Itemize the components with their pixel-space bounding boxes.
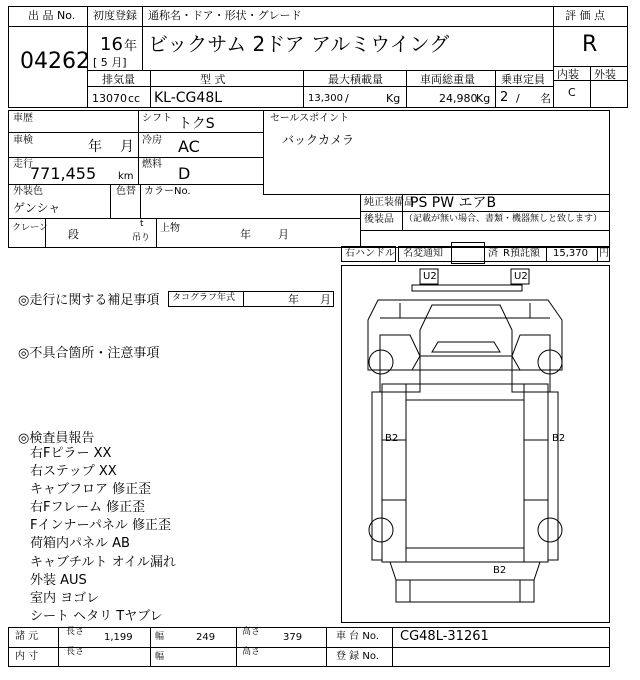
tachograph-month: 月	[320, 293, 331, 306]
gross-weight-label: 車両総重量	[420, 73, 475, 86]
crane-label: クレーン	[12, 223, 48, 233]
kg-unit-1: Kg	[386, 92, 401, 105]
ext-color-value: ゲンシャ	[13, 201, 61, 215]
damage-mark: B2	[385, 433, 399, 444]
sales-point-value: バックカメラ	[282, 133, 355, 147]
fuel-value: D	[178, 164, 191, 183]
defects-title: ◎不具合箇所・注意事項	[18, 346, 160, 361]
max-load-label: 最大積載量	[328, 73, 383, 86]
mileage-change-label: 名変通知	[403, 248, 443, 259]
inspector-item: 右Fフレーム 修正歪	[30, 500, 146, 515]
dims-label: 諸 元	[15, 631, 39, 642]
shift-label: シフト	[142, 113, 172, 124]
reg-no-label: 登 録 No.	[336, 651, 379, 662]
max-load-value: 13,300	[308, 93, 343, 104]
capacity-label: 乗車定員	[501, 73, 545, 86]
upper-year-unit: 年	[240, 228, 251, 241]
length-label: 長さ	[66, 627, 85, 637]
recycle-fee-unit: 円	[599, 248, 609, 259]
reg-year: 16	[100, 34, 123, 55]
inspector-item: Fインナーパネル 修正歪	[30, 518, 171, 533]
inspection-month: 月	[120, 139, 134, 155]
driving-notes-title: ◎走行に関する補足事項	[18, 293, 160, 308]
interior-label: 内装	[557, 68, 579, 81]
cc-unit: cc	[128, 92, 141, 105]
height-label: 高さ	[242, 627, 261, 637]
reg-month: [ 5 月]	[93, 56, 127, 69]
chassis-label: 車 台 No.	[336, 631, 379, 642]
gross-weight-value: 24,980	[439, 92, 478, 105]
inspector-item: キャブフロア 修正歪	[30, 482, 152, 497]
ac-label: 冷房	[142, 135, 162, 146]
damage-mark: B2	[552, 433, 566, 444]
tachograph-year: 年	[288, 293, 299, 306]
equipment-value: PS PW エアB	[410, 195, 497, 211]
recycle-fee-value: 15,370	[553, 248, 588, 259]
steering-value: 右ハンドル	[345, 248, 395, 259]
aftermarket-note: （記載が無い場合、書類・機器無しと致します）	[404, 214, 603, 224]
inner-height-label: 高さ	[242, 647, 261, 657]
interior-grade: C	[568, 86, 576, 99]
inspector-item: シート ヘタリ Tヤブレ	[30, 609, 163, 624]
max-load-sep: /	[345, 92, 349, 105]
ext-color-label: 外装色	[13, 186, 43, 197]
car-name: ビックサム 2ドア アルミウイング	[148, 32, 450, 56]
inspection-year: 年	[88, 139, 102, 155]
damage-mark: U2	[423, 271, 437, 282]
crane-ton-unit: t	[140, 219, 144, 229]
displacement-value: 13070	[92, 92, 127, 105]
color-change-label: 色替	[116, 186, 136, 197]
color-no-label: カラーNo.	[144, 186, 191, 197]
exterior-label: 外装	[594, 68, 616, 81]
length-value: 1,199	[104, 632, 133, 643]
inner-width-label: 幅	[155, 652, 165, 662]
crane-lift-unit: 吊り	[132, 233, 151, 243]
model-value: KL-CG48L	[154, 90, 223, 106]
first-reg-label: 初度登録	[93, 9, 137, 22]
equipment-label: 純正装備品	[364, 197, 414, 208]
capacity-sep: /	[516, 92, 520, 105]
upper-month-unit: 月	[278, 228, 289, 241]
lot-number: 04262	[20, 49, 90, 74]
recycle-fee-label: R預託額	[503, 248, 540, 259]
inspector-item: 右Fピラー XX	[30, 446, 112, 461]
model-label: 型 式	[200, 73, 226, 86]
fuel-label: 燃料	[142, 159, 162, 170]
kg-unit-2: Kg	[476, 92, 491, 105]
tachograph-label: タコグラフ年式	[172, 293, 236, 303]
capacity-unit: 名	[540, 92, 551, 105]
upper-body-label: 上物	[160, 223, 180, 234]
mileage-value: 771,455	[30, 164, 97, 183]
model-desc-label: 通称名・ドア・形状・グレード	[148, 9, 302, 22]
inspector-item: キャブチルト オイル漏れ	[30, 555, 176, 570]
width-value: 249	[196, 632, 216, 643]
ac-value: AC	[178, 137, 200, 156]
history-label: 車歴	[13, 113, 33, 124]
lot-label: 出 品 No.	[28, 9, 76, 22]
grade-label: 評 価 点	[565, 9, 605, 22]
height-value: 379	[283, 632, 303, 643]
capacity-value: 2	[500, 90, 509, 105]
damage-mark: B2	[493, 565, 507, 576]
mileage-unit: km	[118, 171, 134, 182]
crane-steps-unit: 段	[68, 228, 79, 241]
sales-point-label: セールスポイント	[270, 113, 350, 124]
recycle-done: 済	[488, 248, 498, 259]
inner-dims-label: 内 寸	[15, 651, 39, 662]
overall-grade: R	[582, 32, 598, 57]
width-label: 幅	[155, 632, 165, 642]
mileage-label: 走行	[13, 159, 33, 170]
chassis-value: CG48L-31261	[400, 629, 489, 644]
inspection-label: 車検	[13, 135, 33, 146]
inner-length-label: 長さ	[66, 647, 85, 657]
inspector-item: 荷箱内パネル AB	[30, 536, 130, 551]
inspector-item: 右ステップ XX	[30, 464, 117, 479]
displacement-label: 排気量	[102, 73, 135, 86]
shift-value: トクS	[178, 116, 215, 132]
inspector-item: 外装 AUS	[30, 573, 87, 588]
aftermarket-label: 後装品	[364, 214, 394, 225]
year-unit: 年	[124, 39, 138, 54]
inspector-title: ◎検査員報告	[18, 431, 95, 446]
damage-mark: U2	[514, 271, 528, 282]
inspector-item: 室内 ヨゴレ	[30, 591, 100, 606]
